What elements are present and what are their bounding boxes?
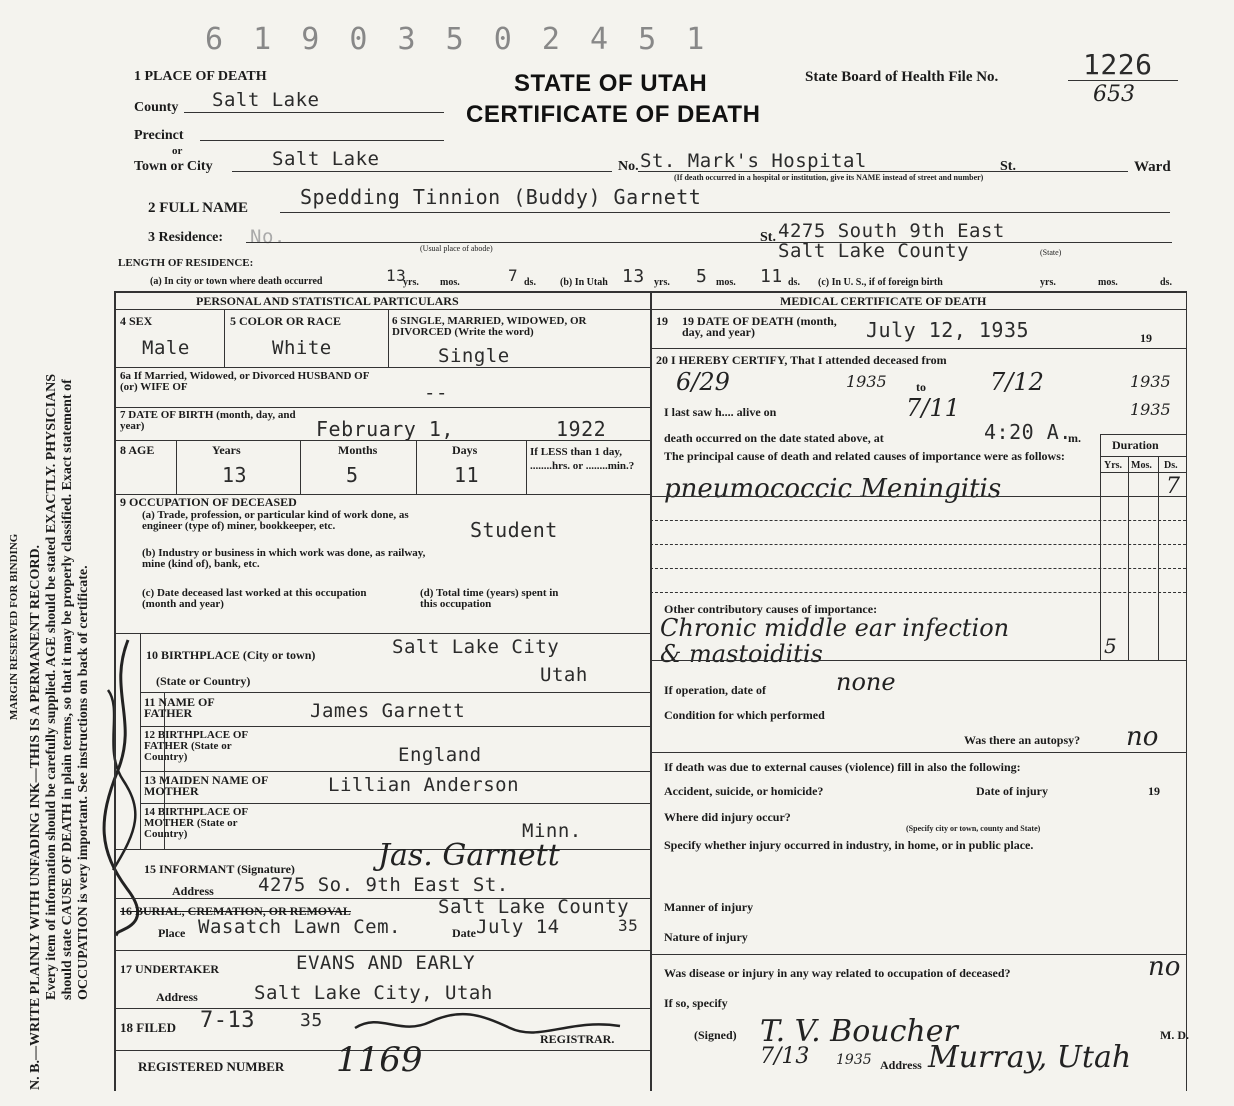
registered-number: 1169 [336, 1040, 423, 1080]
birthplace-state-label: (State or Country) [156, 674, 251, 688]
residence-st-label: St. [760, 230, 776, 245]
sex-value: Male [142, 337, 190, 359]
margin-instruction-2: Every item of information should be carefully supplied. AGE should be stated EXACTLY. PHYSICIANS [44, 373, 59, 1000]
res-b-label: (b) In Utah [560, 277, 608, 288]
operation-value: none [836, 668, 896, 696]
file-number: 1226 [1083, 48, 1153, 81]
occupation-d-label: (d) Total time (years) spent in this occupation [420, 587, 559, 610]
dob-year: 1922 [556, 417, 607, 441]
marital-label: 6 SINGLE, MARRIED, WIDOWED, OR DIVORCED (Write the word) [392, 315, 587, 338]
disease-related-value: no [1148, 952, 1181, 982]
precinct-label: Precinct [134, 128, 184, 143]
burial-place-label: Place [158, 926, 186, 940]
residence-value: 4275 South 9th East [778, 220, 1005, 242]
injury-date-label: Date of injury [976, 784, 1048, 798]
res-c-ds-label: ds. [1160, 277, 1172, 288]
cause-duration-days: 7 [1166, 474, 1180, 499]
last-saw-value: 7/11 [906, 394, 960, 422]
hospital-value: St. Mark's Hospital [640, 150, 867, 172]
filed-label: 18 FILED [120, 1020, 176, 1035]
occupation-b-label: (b) Industry or business in which work was done, as railway, mine (kind of), bank, etc. [142, 547, 426, 570]
duration-yrs-label: Yrs. [1104, 460, 1123, 471]
md-label: M. D. [1160, 1028, 1189, 1042]
signed-date: 7/13 [760, 1044, 810, 1069]
occupation-value: Student [470, 518, 558, 542]
date-of-death-label-no: 19 [656, 314, 668, 328]
attended-to-year: 1935 [1130, 372, 1171, 391]
res-b-ds-label: ds. [788, 277, 800, 288]
town-label: Town or City [134, 159, 213, 174]
attended-from-year: 1935 [846, 372, 887, 391]
date-of-death-19: 19 [1140, 331, 1152, 345]
nature-label: Nature of injury [664, 930, 748, 944]
sex-label: 4 SEX [120, 314, 153, 328]
duration-mos-label: Mos. [1131, 460, 1152, 471]
filed-value: 7-13 [200, 1008, 255, 1033]
autopsy-label: Was there an autopsy? [964, 733, 1081, 747]
contributory-cause-2: & mastoiditis [660, 640, 823, 668]
specify-injury-label: Specify whether injury occurred in industry, in home, or in public place. [664, 838, 1034, 852]
months-label: Months [338, 443, 378, 457]
personal-header: PERSONAL AND STATISTICAL PARTICULARS [196, 294, 459, 308]
informant-signature: Jas. Garnett [378, 838, 560, 873]
occupation-a-label: (a) Trade, profession, or particular kind of work done, as engineer (type of) miner, bookkeeper, etc. [142, 509, 409, 532]
where-note: (Specify city or town, county and State) [906, 824, 1041, 833]
town-value: Salt Lake [272, 148, 380, 170]
marital-value: Single [438, 345, 510, 367]
contributory-duration: 5 [1104, 634, 1117, 658]
principal-cause: pneumococcic Meningitis [664, 474, 1002, 504]
attended-to: 7/12 [990, 368, 1044, 396]
full-name-value: Spedding Tinnion (Buddy) Garnett [300, 185, 702, 209]
date-of-death-label: 19 DATE OF DEATH (month, day, and year) [682, 314, 837, 339]
document-title: CERTIFICATE OF DEATH [466, 101, 761, 128]
res-b-years: 13 [622, 266, 645, 287]
county-label: County [134, 100, 179, 115]
res-a-years: 13 [386, 266, 407, 285]
res-a-label: (a) In city or town where death occurred [150, 276, 323, 287]
undertaker-value: EVANS AND EARLY [296, 952, 476, 974]
age-months: 5 [346, 463, 359, 487]
place-of-death-label: 1 PLACE OF DEATH [134, 69, 267, 84]
residence-county: Salt Lake County [778, 240, 970, 262]
mother-name: Lillian Anderson [328, 774, 520, 796]
registered-number-label: REGISTERED NUMBER [138, 1059, 285, 1074]
res-b-days: 11 [760, 266, 783, 287]
birthplace-city: Salt Lake City [392, 636, 560, 658]
res-b-months: 5 [696, 266, 708, 287]
father-birthplace: England [398, 744, 482, 766]
spouse-label: 6a If Married, Widowed, or Divorced HUSBAND OF (or) WIFE OF [120, 370, 370, 393]
dob-label: 7 DATE OF BIRTH (month, day, and year) [120, 409, 296, 432]
last-saw-year: 1935 [1130, 400, 1171, 419]
res-b-mos-label: mos. [716, 277, 736, 288]
time-of-death: 4:20 A. [984, 420, 1072, 444]
st-label: St. [1000, 159, 1016, 174]
less-than-label: If LESS than 1 day, ........hrs. or ........min.? [530, 446, 635, 472]
years-label: Years [212, 443, 241, 457]
father-name-label: 11 NAME OF FATHER [144, 695, 215, 720]
injury-date-19: 19 [1148, 784, 1160, 798]
informant-address-label: Address [172, 884, 214, 898]
spouse-value: -- [424, 382, 448, 404]
signed-year: 1935 [836, 1052, 872, 1068]
autopsy-value: no [1126, 722, 1159, 752]
length-residence-label: LENGTH OF RESIDENCE: [118, 257, 254, 269]
father-birthplace-label: 12 BIRTHPLACE OF FATHER (State or Country) [144, 729, 248, 763]
full-name-label: 2 FULL NAME [148, 200, 249, 216]
informant-address: 4275 So. 9th East St. [258, 874, 509, 896]
undertaker-label: 17 UNDERTAKER [120, 962, 220, 976]
manner-label: Manner of injury [664, 900, 754, 914]
medical-header: MEDICAL CERTIFICATE OF DEATH [780, 294, 987, 308]
burial-date-label: Date [452, 926, 476, 940]
age-years: 13 [222, 463, 248, 487]
undertaker-address-label: Address [156, 990, 198, 1004]
serial-number: 6 1 9 0 3 5 0 2 4 5 1 [205, 22, 711, 57]
burial-label: 16 BURIAL, CREMATION, OR REMOVAL [120, 904, 351, 918]
external-causes-label: If death was due to external causes (violence) fill in also the following: [664, 760, 1021, 774]
burial-year: 35 [618, 916, 639, 935]
cause-label: The principal cause of death and related causes of importance were as follows: [664, 449, 1065, 463]
registrar-label: REGISTRAR. [540, 1032, 615, 1046]
res-c-yrs-label: yrs. [1040, 277, 1056, 288]
mother-birthplace: Minn. [522, 820, 582, 842]
res-a-mos-label: mos. [440, 277, 460, 288]
hospital-note: (If death occurred in a hospital or institution, give its NAME instead of street and number) [674, 173, 984, 182]
county-value: Salt Lake [212, 89, 320, 111]
res-c-mos-label: mos. [1098, 277, 1118, 288]
margin-instruction-4: OCCUPATION is very important. See instructions on back of certificate. [76, 565, 91, 1000]
burial-county: Salt Lake County [438, 896, 630, 918]
usual-abode-note: (Usual place of abode) [420, 244, 493, 253]
margin-instruction-3: should state CAUSE OF DEATH in plain terms, so that it may be properly classified. Exact statement of [60, 379, 75, 1000]
duration-label: Duration [1112, 438, 1159, 452]
burial-place: Wasatch Lawn Cem. [198, 916, 401, 938]
date-of-death-value: July 12, 1935 [866, 318, 1030, 342]
file-subnumber: 653 [1093, 82, 1135, 107]
birthplace-label: 10 BIRTHPLACE (City or town) [146, 648, 316, 662]
margin-binding-note: MARGIN RESERVED FOR BINDING [8, 533, 20, 720]
accident-label: Accident, suicide, or homicide? [664, 784, 824, 798]
race-label: 5 COLOR OR RACE [230, 314, 342, 328]
state-note: (State) [1040, 248, 1062, 257]
file-no-label: State Board of Health File No. [805, 69, 999, 85]
certify-label: 20 I HEREBY CERTIFY, That I attended deceased from [656, 353, 947, 367]
margin-instruction-1: N. B.—WRITE PLAINLY WITH UNFADING INK—THIS IS A PERMANENT RECORD. [28, 544, 43, 1090]
filed-year: 35 [300, 1010, 323, 1031]
disease-related-label: Was disease or injury in any way related to occupation of deceased? [664, 966, 1011, 980]
birthplace-state: Utah [540, 664, 588, 686]
contributory-cause-1: Chronic middle ear infection [660, 614, 1010, 642]
physician-address: Murray, Utah [928, 1040, 1132, 1075]
signed-label: (Signed) [694, 1028, 737, 1042]
state-title: STATE OF UTAH [514, 70, 708, 97]
where-injury-label: Where did injury occur? [664, 810, 791, 824]
race-value: White [272, 337, 332, 359]
duration-ds-label: Ds. [1164, 460, 1178, 471]
if-so-label: If so, specify [664, 996, 728, 1010]
margin-signature-scrawl [88, 630, 148, 940]
residence-label: 3 Residence: [148, 230, 224, 245]
res-c-label: (c) In U. S., if of foreign birth [818, 277, 943, 288]
informant-label: 15 INFORMANT (Signature) [144, 862, 295, 876]
burial-date: July 14 [476, 916, 560, 938]
occupation-label: 9 OCCUPATION OF DECEASED [120, 495, 297, 509]
operation-label: If operation, date of [664, 683, 766, 697]
res-a-yrs-label: yrs. [403, 277, 419, 288]
attended-from: 6/29 [676, 368, 730, 396]
ward-label: Ward [1134, 159, 1171, 175]
age-days: 11 [454, 463, 480, 487]
to-label: to [916, 380, 926, 394]
age-label: 8 AGE [120, 443, 155, 457]
mother-birthplace-label: 14 BIRTHPLACE OF MOTHER (State or Country) [144, 806, 248, 840]
contributory-label: Other contributory causes of importance: [664, 602, 878, 616]
physician-signature: T. V. Boucher [760, 1014, 958, 1049]
father-name: James Garnett [310, 700, 466, 722]
no-label: No. [618, 159, 639, 174]
physician-address-label: Address [880, 1058, 922, 1072]
occurred-label: death occurred on the date stated above, at [664, 431, 884, 445]
res-a-months: 7 [508, 266, 519, 285]
res-b-yrs-label: yrs. [654, 277, 670, 288]
undertaker-address: Salt Lake City, Utah [254, 982, 493, 1004]
time-m: m. [1068, 431, 1081, 445]
dob-value: February 1, [316, 417, 454, 441]
mother-name-label: 13 MAIDEN NAME OF MOTHER [144, 773, 268, 798]
condition-label: Condition for which performed [664, 708, 825, 722]
occupation-c-label: (c) Date deceased last worked at this occupation (month and year) [142, 587, 367, 610]
days-label: Days [452, 443, 478, 457]
or-label: or [172, 145, 183, 157]
res-a-ds-label: ds. [524, 277, 536, 288]
residence-prefix: No. [250, 226, 286, 248]
last-saw-label: I last saw h.... alive on [664, 405, 777, 419]
